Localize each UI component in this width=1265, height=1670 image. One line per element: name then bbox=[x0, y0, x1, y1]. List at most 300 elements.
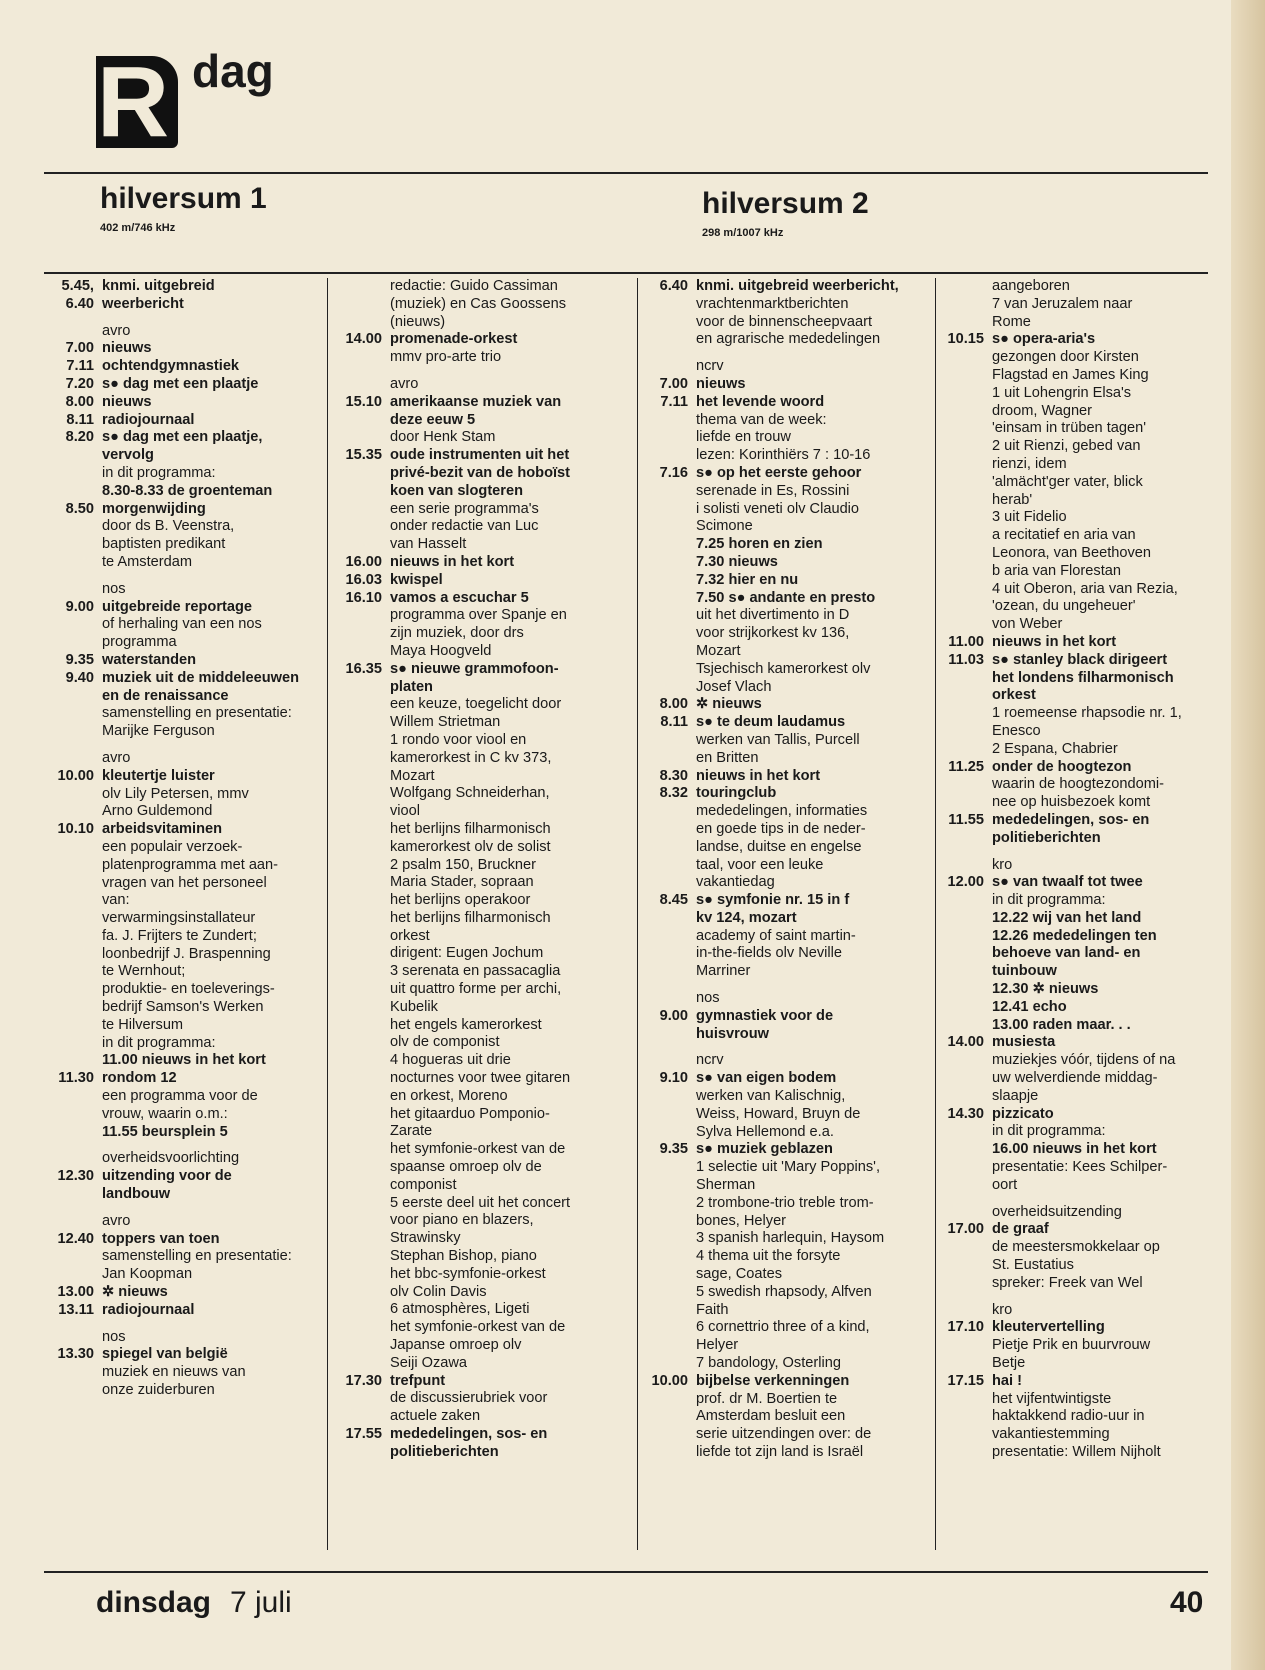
programme-entry bbox=[40, 652, 322, 670]
entry-title: mededelingen, sos- en bbox=[992, 811, 1150, 828]
programme-entry bbox=[634, 1373, 932, 1462]
entry-spacer bbox=[634, 981, 932, 990]
programme-entry bbox=[40, 376, 322, 394]
programme-entry bbox=[40, 599, 322, 652]
entry-detail: voor piano en blazers, bbox=[390, 1212, 534, 1229]
entry-title: vamos a escuchar 5 bbox=[390, 589, 529, 606]
entry-detail: dirigent: Eugen Jochum bbox=[390, 945, 544, 962]
entry-time: 14.00 bbox=[947, 1034, 984, 1051]
entry-title: pizzicato bbox=[992, 1105, 1054, 1122]
entry-time: 11.30 bbox=[58, 1070, 94, 1087]
programme-entry bbox=[930, 1106, 1225, 1195]
entry-detail: olv Lily Petersen, mmv bbox=[102, 785, 249, 802]
entry-detail: vakantiestemming bbox=[992, 1426, 1110, 1443]
entry-detail: het gitaarduo Pomponio- bbox=[390, 1105, 550, 1122]
entry-detail: 3 uit Fidelio bbox=[992, 509, 1067, 526]
entry-detail: nos bbox=[102, 580, 126, 597]
entry-detail: kamerorkest olv de solist bbox=[390, 838, 551, 855]
entry-time: 8.00 bbox=[659, 696, 688, 713]
entry-detail: fa. J. Frijters te Zundert; bbox=[102, 927, 257, 944]
programme-entry bbox=[40, 278, 322, 314]
broadcaster-note bbox=[634, 1052, 932, 1070]
entry-detail: avro bbox=[102, 1212, 131, 1229]
entry-detail: vrouw, waarin o.m.: bbox=[102, 1105, 228, 1122]
programme-entry bbox=[328, 554, 632, 572]
entry-title: musiesta bbox=[992, 1034, 1056, 1051]
entry-title: ochtendgymnastiek bbox=[102, 358, 240, 375]
entry-detail: een keuze, toegelicht door bbox=[390, 696, 562, 713]
entry-detail: Flagstad en James King bbox=[992, 366, 1149, 383]
entry-time: 8.11 bbox=[66, 411, 94, 428]
entry-detail: kro bbox=[992, 856, 1013, 873]
entry-detail: Josef Vlach bbox=[696, 678, 772, 695]
entry-detail: 1 selectie uit 'Mary Poppins', bbox=[696, 1159, 881, 1176]
entry-detail: Willem Strietman bbox=[390, 714, 501, 731]
entry-detail: Faith bbox=[696, 1301, 729, 1318]
programme-entry bbox=[634, 714, 932, 767]
entry-detail: het symfonie-orkest van de bbox=[390, 1141, 566, 1158]
schedule-column-3 bbox=[634, 278, 932, 1462]
programme-entry bbox=[40, 1284, 322, 1302]
entry-detail: Weiss, Howard, Bruyn de bbox=[696, 1105, 861, 1122]
programme-entry bbox=[634, 696, 932, 714]
entry-detail: 2 trombone-trio treble trom- bbox=[696, 1194, 874, 1211]
entry-detail: muziekjes vóór, tijdens of na bbox=[992, 1052, 1176, 1069]
entry-time: 5.45, 6.40 bbox=[61, 278, 94, 312]
entry-detail: Maya Hoogveld bbox=[390, 642, 492, 659]
entry-title: kv 124, mozart bbox=[696, 909, 797, 926]
entry-time: 11.25 bbox=[948, 758, 984, 775]
r-logo: R bbox=[96, 56, 178, 148]
entry-detail: Maria Stader, sopraan bbox=[390, 874, 534, 891]
entry-detail: serie uitzendingen over: de bbox=[696, 1426, 872, 1443]
entry-title: orkest bbox=[992, 687, 1036, 704]
entry-detail: ncrv bbox=[696, 358, 724, 375]
entry-time: 13.00 bbox=[57, 1284, 94, 1301]
entry-detail: het berlijns filharmonisch bbox=[390, 909, 551, 926]
entry-detail: en Britten bbox=[696, 749, 759, 766]
entry-title: privé-bezit van de hoboïst bbox=[390, 464, 571, 481]
entry-title: uitgebreide reportage bbox=[102, 598, 253, 615]
entry-title: landbouw bbox=[102, 1186, 171, 1203]
entry-time: 6.40 bbox=[659, 278, 688, 294]
entry-detail: Sylva Hellemond e.a. bbox=[696, 1123, 834, 1140]
entry-title: knmi. uitgebreid bbox=[102, 278, 215, 294]
entry-detail: Stephan Bishop, piano bbox=[390, 1248, 537, 1265]
entry-time: 10.00 bbox=[651, 1372, 688, 1389]
entry-detail: avro bbox=[102, 322, 131, 339]
entry-time: 17.30 bbox=[345, 1372, 382, 1389]
entry-title: nieuws bbox=[102, 340, 152, 357]
entry-detail: 2 Espana, Chabrier bbox=[992, 740, 1118, 757]
entry-detail: avro bbox=[102, 749, 131, 766]
entry-title: s● stanley black dirigeert bbox=[992, 651, 1168, 668]
programme-entry bbox=[930, 874, 1225, 1034]
entry-detail: spreker: Freek van Wel bbox=[992, 1274, 1143, 1291]
station-freq-2: 298 m/1007 kHz bbox=[702, 227, 784, 239]
entry-subtitle: 12.41 echo bbox=[992, 998, 1067, 1015]
programme-entry bbox=[328, 394, 632, 447]
programme-entry bbox=[328, 590, 632, 661]
entry-detail: Wolfgang Schneiderhan, bbox=[390, 785, 550, 802]
entry-detail: presentatie: Willem Nijholt bbox=[992, 1444, 1161, 1460]
programme-entry bbox=[40, 358, 322, 376]
top-rule bbox=[44, 172, 1208, 174]
schedule-column-4 bbox=[930, 278, 1225, 1462]
entry-detail: 6 cornettrio three of a kind, bbox=[696, 1319, 870, 1336]
broadcaster-note bbox=[40, 581, 322, 599]
entry-spacer bbox=[40, 314, 322, 323]
entry-title: waterstanden bbox=[102, 651, 197, 668]
entry-time: 13.11 bbox=[58, 1301, 94, 1318]
entry-detail: vragen van het personeel bbox=[102, 874, 267, 891]
entry-detail: Amsterdam besluit een bbox=[696, 1408, 846, 1425]
programme-entry bbox=[40, 501, 322, 572]
programme-entry bbox=[40, 670, 322, 741]
entry-detail: onze zuiderburen bbox=[102, 1382, 215, 1399]
entry-detail: 1 uit Lohengrin Elsa's bbox=[992, 384, 1132, 401]
entry-title: s● van twaalf tot twee bbox=[992, 874, 1143, 891]
entry-detail: actuele zaken bbox=[390, 1408, 481, 1425]
entry-time: 15.35 bbox=[345, 447, 382, 464]
entry-detail: Jan Koopman bbox=[102, 1266, 193, 1283]
entry-title: s● opera-aria's bbox=[992, 331, 1096, 348]
entry-title: knmi. uitgebreid weerbericht, bbox=[696, 278, 899, 294]
entry-time: 9.10 bbox=[659, 1070, 688, 1087]
entry-detail: Tsjechisch kamerorkest olv bbox=[696, 660, 871, 677]
entry-detail: droom, Wagner bbox=[992, 402, 1093, 419]
programme-entry bbox=[930, 634, 1225, 652]
entry-detail: liefde en trouw bbox=[696, 429, 791, 446]
entry-time: 13.30 bbox=[57, 1346, 94, 1363]
entry-title: nieuws in het kort bbox=[390, 553, 515, 570]
entry-detail: sage, Coates bbox=[696, 1266, 782, 1283]
entry-detail: in-the-fields olv Neville bbox=[696, 945, 842, 962]
entry-detail: 4 hogueras uit drie bbox=[390, 1052, 511, 1069]
entry-detail: de meestersmokkelaar op bbox=[992, 1239, 1160, 1256]
entry-spacer bbox=[930, 1195, 1225, 1204]
entry-detail: waarin de hoogtezondomi- bbox=[992, 776, 1164, 793]
programme-entry bbox=[328, 1426, 632, 1462]
entry-detail: nos bbox=[696, 990, 720, 1007]
entry-spacer bbox=[930, 1293, 1225, 1302]
programme-entry bbox=[328, 331, 632, 367]
schedule-rule bbox=[44, 272, 1208, 274]
entry-subtitle: 12.22 wij van het land bbox=[992, 909, 1142, 926]
entry-detail: oort bbox=[992, 1176, 1018, 1193]
entry-detail: een programma voor de bbox=[102, 1088, 258, 1105]
entry-detail: het symfonie-orkest van de bbox=[390, 1319, 566, 1336]
entry-title: amerikaanse muziek van bbox=[390, 393, 562, 410]
entry-title: s● nieuwe grammofoon- bbox=[390, 660, 559, 677]
entry-detail: 'ozean, du ungeheuer' bbox=[992, 598, 1136, 615]
entry-detail: vakantiedag bbox=[696, 874, 775, 891]
entry-title: nieuws in het kort bbox=[992, 633, 1117, 650]
entry-time: 16.35 bbox=[345, 660, 382, 677]
broadcaster-note bbox=[930, 1204, 1225, 1222]
entry-detail: nocturnes voor twee gitaren bbox=[390, 1070, 571, 1087]
entry-time: 7.11 bbox=[66, 358, 94, 375]
entry-spacer bbox=[930, 848, 1225, 857]
programme-entry bbox=[634, 376, 932, 394]
entry-detail: te Amsterdam bbox=[102, 553, 193, 570]
broadcaster-note bbox=[930, 857, 1225, 875]
entry-detail: voor strijkorkest kv 136, bbox=[696, 625, 850, 642]
entry-detail: 6 atmosphères, Ligeti bbox=[390, 1301, 530, 1318]
entry-detail: Scimone bbox=[696, 518, 753, 535]
entry-title: s● symfonie nr. 15 in f bbox=[696, 892, 850, 909]
entry-detail: uit quattro forme per archi, bbox=[390, 981, 562, 998]
entry-title: mededelingen, sos- en bbox=[390, 1426, 548, 1442]
entry-detail: programma bbox=[102, 634, 177, 651]
entry-detail: Sherman bbox=[696, 1177, 756, 1194]
entry-detail: het engels kamerorkest bbox=[390, 1016, 542, 1033]
entry-title: bijbelse verkenningen bbox=[696, 1372, 850, 1389]
entry-detail: haktakkend radio-uur in bbox=[992, 1408, 1145, 1425]
entry-title: nieuws in het kort bbox=[696, 767, 821, 784]
programme-entry bbox=[634, 1141, 932, 1372]
entry-detail: olv de componist bbox=[390, 1034, 500, 1051]
entry-title: kleutervertelling bbox=[992, 1319, 1105, 1336]
programme-entry bbox=[634, 278, 932, 349]
broadcaster-note bbox=[328, 376, 632, 394]
entry-time: 10.10 bbox=[57, 821, 94, 838]
broadcaster-note bbox=[40, 1213, 322, 1231]
entry-detail: Betje bbox=[992, 1355, 1026, 1372]
entry-time: 8.00 bbox=[65, 393, 94, 410]
entry-detail: Seiji Ozawa bbox=[390, 1354, 468, 1371]
page-edge-shadow bbox=[1231, 0, 1265, 1670]
entry-title: ✲ nieuws bbox=[102, 1284, 168, 1301]
entry-title: touringclub bbox=[696, 785, 777, 802]
entry-time: 17.10 bbox=[947, 1319, 984, 1336]
broadcaster-note bbox=[40, 1150, 322, 1168]
programme-entry bbox=[930, 812, 1225, 848]
entry-detail: thema van de week: bbox=[696, 411, 827, 428]
programme-entry bbox=[634, 394, 932, 465]
broadcaster-note bbox=[930, 278, 1225, 331]
entry-detail: in dit programma: bbox=[102, 464, 216, 481]
entry-detail: componist bbox=[390, 1176, 457, 1193]
station-title-2: hilversum 2 bbox=[702, 187, 869, 220]
entry-time: 11.55 bbox=[948, 811, 984, 828]
entry-subtitle: 12.30 ✲ nieuws bbox=[992, 981, 1099, 998]
entry-detail: bedrijf Samson's Werken bbox=[102, 999, 264, 1016]
entry-title: trefpunt bbox=[390, 1372, 446, 1389]
entry-detail: 1 rondo voor viool en bbox=[390, 731, 527, 748]
programme-entry bbox=[930, 652, 1225, 759]
entry-title: weerbericht bbox=[102, 295, 184, 312]
entry-detail: werken van Tallis, Purcell bbox=[696, 731, 860, 748]
entry-subtitle: 16.00 nieuws in het kort bbox=[992, 1141, 1157, 1158]
entry-detail: 5 eerste deel uit het concert bbox=[390, 1194, 571, 1211]
entry-detail: door Henk Stam bbox=[390, 429, 496, 446]
entry-time: 11.00 bbox=[948, 633, 984, 650]
entry-detail: a recitatief en aria van bbox=[992, 527, 1136, 544]
entry-title: nieuws bbox=[696, 375, 746, 392]
logo-word: dag bbox=[192, 45, 274, 97]
programme-entry bbox=[634, 785, 932, 892]
entry-subtitle: 8.30-8.33 de groenteman bbox=[102, 482, 273, 499]
entry-title: politieberichten bbox=[992, 829, 1101, 846]
entry-title: de graaf bbox=[992, 1221, 1049, 1238]
entry-time: 7.20 bbox=[65, 375, 94, 392]
programme-entry bbox=[40, 1302, 322, 1320]
entry-detail: Marijke Ferguson bbox=[102, 723, 215, 740]
entry-detail: gezongen door Kirsten bbox=[992, 349, 1139, 366]
entry-detail: nos bbox=[102, 1328, 126, 1345]
entry-detail: platenprogramma met aan- bbox=[102, 856, 279, 873]
broadcaster-note bbox=[634, 358, 932, 376]
entry-subtitle: 12.26 mededelingen ten bbox=[992, 927, 1157, 944]
entry-time: 9.35 bbox=[65, 651, 94, 668]
programme-entry bbox=[40, 412, 322, 430]
entry-spacer bbox=[40, 572, 322, 581]
entry-detail: Pietje Prik en buurvrouw bbox=[992, 1337, 1151, 1354]
entry-detail: een populair verzoek- bbox=[102, 838, 243, 855]
entry-time: 10.00 bbox=[57, 767, 94, 784]
entry-time: 8.50 bbox=[65, 500, 94, 517]
entry-detail: nee op huisbezoek komt bbox=[992, 794, 1151, 811]
entry-detail: 3 spanish harlequin, Haysom bbox=[696, 1230, 885, 1247]
entry-subtitle: 7.32 hier en nu bbox=[696, 571, 799, 588]
programme-entry bbox=[930, 1221, 1225, 1292]
programme-entry bbox=[930, 1319, 1225, 1372]
entry-detail: b aria van Florestan bbox=[992, 562, 1121, 579]
entry-detail: (muziek) en Cas Goossens bbox=[390, 295, 567, 312]
entry-detail: liefde tot zijn land is Israël bbox=[696, 1444, 864, 1460]
page-number: 40 bbox=[1170, 1586, 1204, 1619]
entry-title: uitzending voor de bbox=[102, 1168, 232, 1185]
programme-entry bbox=[40, 340, 322, 358]
entry-detail: Rome bbox=[992, 313, 1031, 330]
entry-detail: Enesco bbox=[992, 722, 1041, 739]
entry-title: onder de hoogtezon bbox=[992, 758, 1132, 775]
entry-detail: verwarmingsinstallateur bbox=[102, 910, 256, 927]
entry-time: 10.15 bbox=[947, 331, 984, 348]
footer-date: 7 juli bbox=[230, 1586, 292, 1619]
entry-title: s● dag met een plaatje bbox=[102, 375, 259, 392]
entry-title: radiojournaal bbox=[102, 411, 195, 428]
entry-spacer bbox=[40, 741, 322, 750]
programme-entry bbox=[930, 759, 1225, 812]
entry-detail: spaanse omroep olv de bbox=[390, 1159, 542, 1176]
programme-entry bbox=[634, 465, 932, 696]
entry-detail: in dit programma: bbox=[992, 892, 1106, 909]
entry-title: radiojournaal bbox=[102, 1301, 195, 1318]
station-title-1: hilversum 1 bbox=[100, 182, 267, 215]
entry-detail: Zarate bbox=[390, 1123, 433, 1140]
entry-detail: produktie- en toeleverings- bbox=[102, 981, 275, 998]
entry-detail: serenade in Es, Rossini bbox=[696, 482, 850, 499]
entry-detail: baptisten predikant bbox=[102, 536, 226, 553]
entry-time: 14.30 bbox=[947, 1105, 984, 1122]
entry-title: kwispel bbox=[390, 571, 443, 588]
entry-detail: Marriner bbox=[696, 963, 751, 980]
entry-detail: prof. dr M. Boertien te bbox=[696, 1390, 838, 1407]
entry-detail: de discussierubriek voor bbox=[390, 1390, 548, 1407]
entry-title: en de renaissance bbox=[102, 687, 229, 704]
entry-detail: avro bbox=[390, 375, 419, 392]
entry-detail: van: bbox=[102, 892, 130, 909]
programme-entry bbox=[328, 447, 632, 554]
entry-detail: Strawinsky bbox=[390, 1230, 461, 1247]
entry-title: rondom 12 bbox=[102, 1070, 177, 1087]
entry-detail: uit het divertimento in D bbox=[696, 607, 850, 624]
entry-time: 12.40 bbox=[57, 1230, 94, 1247]
entry-subtitle: 7.30 nieuws bbox=[696, 553, 778, 570]
entry-detail: een serie programma's bbox=[390, 500, 539, 517]
entry-time: 17.55 bbox=[345, 1426, 382, 1442]
entry-subtitle: 13.00 raden maar. . . bbox=[992, 1016, 1131, 1033]
programme-entry bbox=[634, 892, 932, 981]
programme-entry bbox=[40, 821, 322, 1070]
entry-title: s● muziek geblazen bbox=[696, 1141, 833, 1158]
schedule-column-1 bbox=[40, 278, 322, 1400]
entry-detail: 7 van Jeruzalem naar bbox=[992, 295, 1133, 312]
entry-title: het londens filharmonisch bbox=[992, 669, 1174, 686]
entry-detail: door ds B. Veenstra, bbox=[102, 518, 235, 535]
entry-detail: en agrarische mededelingen bbox=[696, 331, 881, 348]
entry-title: kleutertje luister bbox=[102, 767, 215, 784]
entry-detail: in dit programma: bbox=[102, 1034, 216, 1051]
programme-entry bbox=[40, 429, 322, 500]
entry-spacer bbox=[40, 1320, 322, 1329]
entry-detail: i solisti veneti olv Claudio bbox=[696, 500, 860, 517]
entry-subtitle: 7.50 s● andante en presto bbox=[696, 589, 876, 606]
entry-detail: lezen: Korinthiërs 7 : 10-16 bbox=[696, 447, 871, 464]
entry-time: 8.30 bbox=[659, 767, 688, 784]
entry-time: 17.00 bbox=[947, 1221, 984, 1238]
entry-detail: vrachtenmarktberichten bbox=[696, 295, 849, 312]
entry-detail: ncrv bbox=[696, 1052, 724, 1069]
entry-time: 17.15 bbox=[947, 1372, 984, 1389]
entry-detail: zijn muziek, door drs bbox=[390, 625, 524, 642]
programme-entry bbox=[40, 1168, 322, 1204]
footer-day: dinsdag bbox=[96, 1586, 212, 1619]
entry-detail: kamerorkest in C kv 373, bbox=[390, 749, 552, 766]
programme-entry bbox=[930, 1373, 1225, 1462]
entry-time: 8.32 bbox=[659, 785, 688, 802]
entry-time: 15.10 bbox=[345, 393, 382, 410]
entry-time: 7.00 bbox=[659, 375, 688, 392]
entry-title: vervolg bbox=[102, 447, 154, 464]
entry-detail: von Weber bbox=[992, 616, 1063, 633]
entry-detail: samenstelling en presentatie: bbox=[102, 705, 292, 722]
entry-detail: overheidsuitzending bbox=[992, 1203, 1122, 1220]
entry-subtitle: 11.00 nieuws in het kort bbox=[102, 1052, 266, 1069]
entry-detail: Helyer bbox=[696, 1337, 739, 1354]
entry-detail: onder redactie van Luc bbox=[390, 518, 539, 535]
entry-spacer bbox=[634, 349, 932, 358]
entry-detail: aangeboren bbox=[992, 278, 1070, 294]
programme-entry bbox=[40, 1070, 322, 1141]
entry-detail: 3 serenata en passacaglia bbox=[390, 963, 561, 980]
entry-detail: redactie: Guido Cassiman bbox=[390, 278, 558, 294]
entry-title: het levende woord bbox=[696, 393, 825, 410]
entry-detail: het vijfentwintigste bbox=[992, 1390, 1112, 1407]
entry-title: huisvrouw bbox=[696, 1025, 769, 1042]
entry-time: 7.00 bbox=[65, 340, 94, 357]
entry-time: 7.16 bbox=[659, 464, 688, 481]
entry-detail: taal, voor een leuke bbox=[696, 856, 824, 873]
entry-detail: kro bbox=[992, 1301, 1013, 1318]
entry-detail: het bbc-symfonie-orkest bbox=[390, 1265, 546, 1282]
entry-detail: loonbedrijf J. Braspenning bbox=[102, 945, 271, 962]
entry-detail: 'einsam in trüben tagen' bbox=[992, 420, 1147, 437]
entry-detail: werken van Kalischnig, bbox=[696, 1088, 846, 1105]
entry-detail: mededelingen, informaties bbox=[696, 803, 868, 820]
